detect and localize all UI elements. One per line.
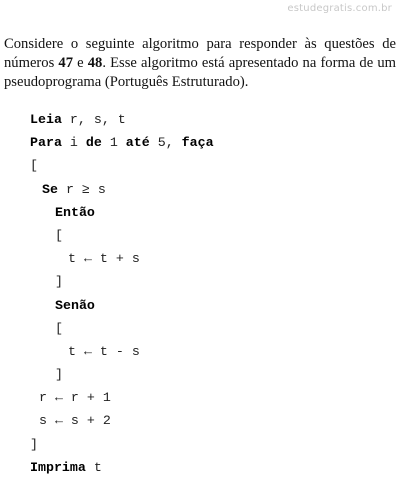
keyword-imprima: Imprima xyxy=(30,459,86,475)
keyword-senao: Senão xyxy=(55,297,95,313)
code-line-open-bracket: [ xyxy=(55,227,63,243)
intro-and: e xyxy=(73,55,88,71)
watermark: estudegratis.com.br xyxy=(287,3,392,14)
code-line-assign-add: t ← t + s xyxy=(68,251,140,267)
pseudocode-block xyxy=(30,108,214,479)
keyword-se: Se xyxy=(42,181,58,197)
keyword-leia: Leia xyxy=(30,112,62,127)
intro-text-1: Considere o seguinte algoritmo para responder às questões de números xyxy=(4,36,396,71)
code-line-assign-sub: t ← t - s xyxy=(68,343,140,359)
code-line-increment-s: s ← s + 2 xyxy=(39,413,111,429)
code-text: r ≥ s xyxy=(57,181,106,197)
keyword-entao: Então xyxy=(55,204,95,220)
code-line-open-bracket: [ xyxy=(30,158,38,174)
code-text: r, s, t xyxy=(61,112,126,127)
keyword-para: Para xyxy=(30,135,62,151)
code-line-close-bracket: ] xyxy=(55,367,63,383)
code-text: i xyxy=(61,135,86,151)
question-intro xyxy=(4,35,396,92)
code-line-close-bracket: ] xyxy=(55,274,63,290)
code-line-open-bracket: [ xyxy=(55,320,63,336)
code-line-read xyxy=(30,108,214,131)
code-line-loop xyxy=(30,131,214,154)
question-number-2: 48 xyxy=(87,55,103,71)
code-line-if xyxy=(30,178,214,201)
code-text: t xyxy=(85,459,102,475)
code-line-then xyxy=(30,201,214,224)
code-line-print xyxy=(30,456,214,479)
intro-text-2: . Esse algoritmo está apresentado na forma de um pseudoprograma (Português Estruturado). xyxy=(4,55,396,90)
code-line-else xyxy=(30,294,214,317)
question-number-1: 47 xyxy=(58,55,73,71)
code-text: 5, xyxy=(149,135,182,151)
code-line-close-bracket: ] xyxy=(30,436,38,452)
code-line-increment-r: r ← r + 1 xyxy=(39,390,111,406)
code-text: 1 xyxy=(101,135,126,151)
keyword-de: de xyxy=(85,135,102,151)
keyword-ate: até xyxy=(125,135,150,151)
keyword-faca: faça xyxy=(181,135,214,151)
